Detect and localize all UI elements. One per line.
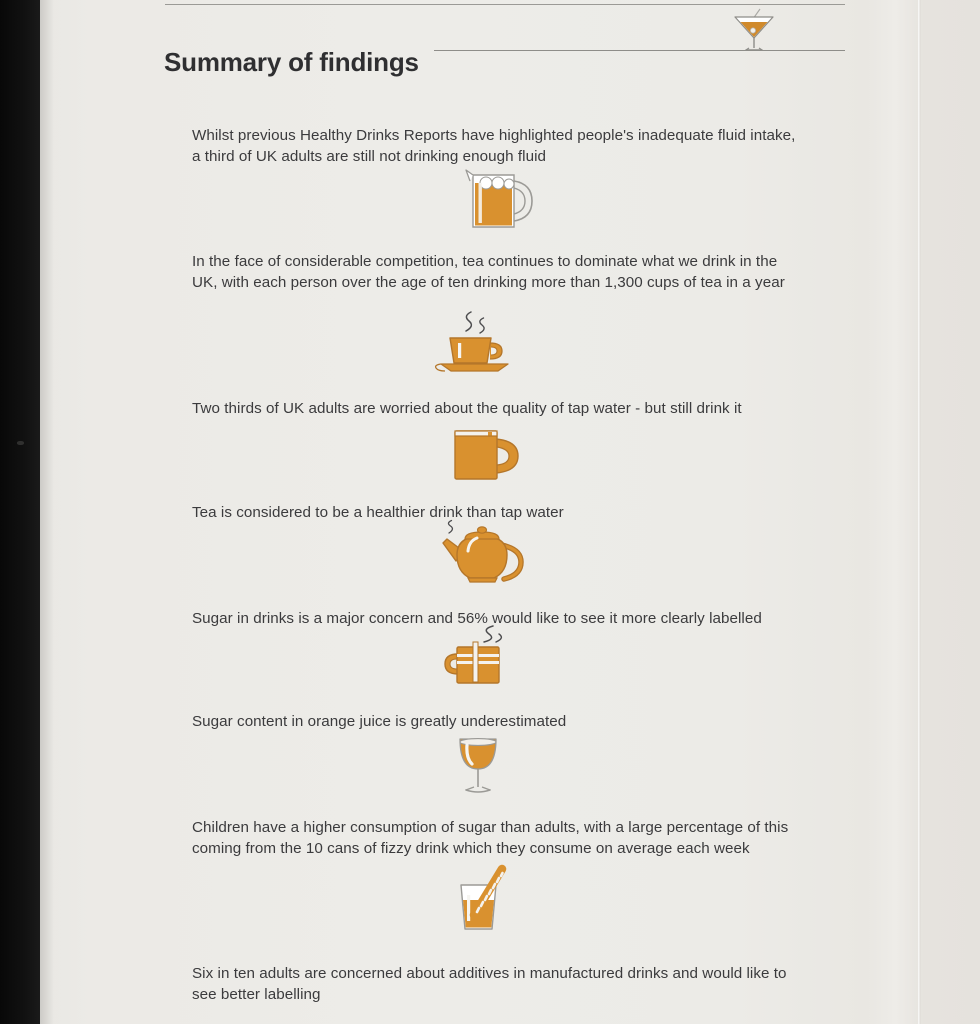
scanner-gutter: [0, 0, 40, 1024]
finding-text: Two thirds of UK adults are worried about the quality of tap water - but still drink it: [192, 400, 742, 418]
findings-list: [40, 0, 980, 1024]
glass-with-straw-icon: [418, 855, 538, 935]
finding-text: Tea is considered to be a healthier drink than tap water: [192, 504, 564, 522]
finding-text: Children have a higher consumption of sugar than adults, with a large percentage of this coming from the 10 cans of fizzy drink which they consume on average each week: [192, 819, 789, 858]
wine-glass-icon: [418, 722, 538, 802]
teapot-icon: [418, 512, 538, 592]
finding-text: Sugar in drinks is a major concern and 56% would like to see it more clearly labelled: [192, 610, 762, 628]
finding-text: In the face of considerable competition, tea continues to dominate what we drink in the UK, with each person over the age of ten drinking more than 1,300 cups of tea in a year: [192, 253, 785, 292]
page-title: Summary of findings: [164, 47, 419, 78]
mug-icon: [418, 412, 538, 492]
striped-mug-icon: [418, 615, 538, 695]
teacup-and-saucer-icon: [418, 302, 538, 382]
finding-text: Whilst previous Healthy Drinks Reports have highlighted people's inadequate fluid intake, a third of UK adults are still not drinking enough fluid: [192, 127, 796, 166]
document-page: [40, 0, 980, 1024]
finding-text: Six in ten adults are concerned about additives in manufactured drinks and would like to see better labelling: [192, 965, 787, 1004]
dust-speck: [17, 441, 24, 445]
beer-pitcher-icon: [428, 158, 548, 238]
finding-text: Sugar content in orange juice is greatly underestimated: [192, 713, 567, 731]
